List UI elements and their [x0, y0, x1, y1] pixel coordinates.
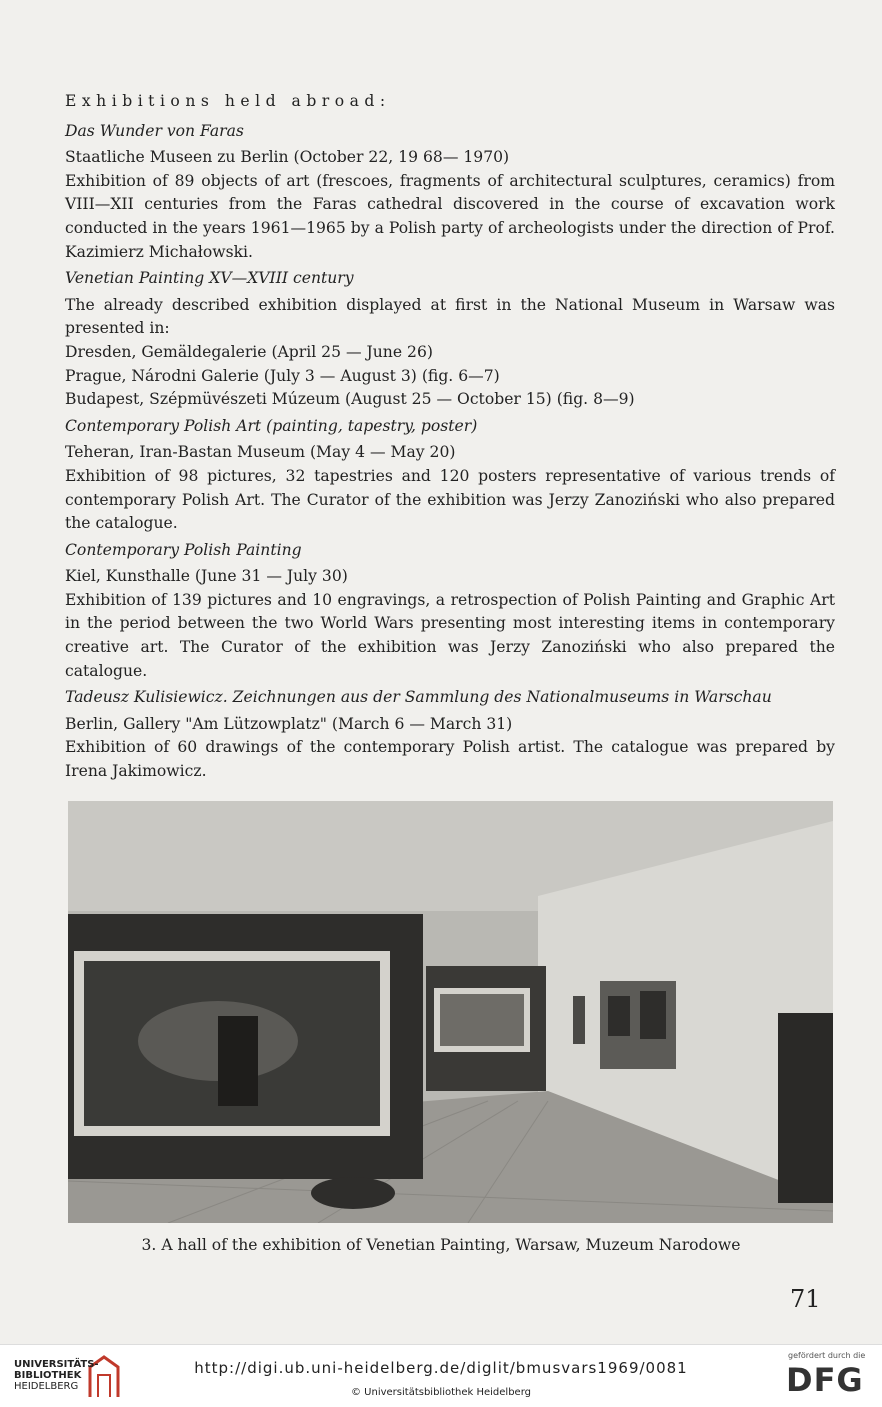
library-name-line: UNIVERSITÄTS- [14, 1359, 99, 1370]
sponsor-label: gefördert durch die [788, 1351, 866, 1360]
exhibition-title-venetian: Venetian Painting XV—XVIII century [65, 269, 354, 288]
exhibition-description: Exhibition of 98 pictures, 32 tapestries and 120 posters representative of various trends of contemporary Polish Art. The Curator of the exhibition was Jerzy Zanoziński who also prepared the catalogue. [65, 466, 835, 533]
exhibition-venue: Staatliche Museen zu Berlin (October 22, 19 68— 1970) [65, 148, 510, 167]
library-name-line: BIBLIOTHEK [14, 1370, 82, 1381]
copyright-notice: © Universitätsbibliothek Heidelberg [350, 1387, 531, 1398]
exhibition-hall-photo [68, 801, 833, 1223]
digitization-footer [0, 1344, 882, 1407]
gallery-photo-illustration [68, 801, 833, 1223]
exhibition-description: Exhibition of 89 objects of art (frescoes, fragments of architectural sculptures, ceramics) from VIII—XII centuries from the Faras cathedral discovered in the course of excavation work conducted in the years 1961—1965 by a Polish party of archeologists under the direction of Prof. Kazimierz Michałowski. [65, 171, 835, 261]
exhibition-title-faras: Das Wunder von Faras [65, 121, 244, 140]
exhibition-description: The already described exhibition displayed at first in the National Museum in Warsaw was presented in: [65, 295, 835, 338]
exhibition-venue: Budapest, Szépmüvészeti Múzeum (August 25 — October 15) (fig. 8—9) [65, 390, 635, 409]
exhibition-venue: Kiel, Kunsthalle (June 31 — July 30) [65, 567, 348, 586]
exhibition-venue: Berlin, Gallery "Am Lützowplatz" (March 6 — March 31) [65, 714, 513, 733]
section-heading: Exhibitions held abroad: [65, 92, 391, 110]
exhibition-venue: Prague, Národni Galerie (July 3 — August 3) (fig. 6—7) [65, 366, 500, 385]
page-text [65, 90, 835, 784]
exhibition-title-polish-painting: Contemporary Polish Painting [65, 540, 302, 559]
figure-caption: 3. A hall of the exhibition of Venetian Painting, Warsaw, Muzeum Narodowe [141, 1236, 741, 1254]
exhibition-title-polish-art: Contemporary Polish Art (painting, tapestry, poster) [65, 416, 478, 435]
exhibition-venue: Teheran, Iran-Bastan Museum (May 4 — May 20) [65, 443, 456, 462]
library-name-line: HEIDELBERG [14, 1381, 79, 1392]
dfg-logo: DFG [786, 1361, 864, 1399]
exhibition-description: Exhibition of 60 drawings of the contemporary Polish artist. The catalogue was prepared by Irena Jakimowicz. [65, 738, 835, 781]
permalink-url[interactable]: http://digi.ub.uni-heidelberg.de/diglit/bmusvars1969/0081 [194, 1359, 688, 1377]
page-number: 71 [790, 1285, 821, 1313]
exhibition-venue: Dresden, Gemäldegalerie (April 25 — June 26) [65, 342, 433, 361]
exhibition-title-kulisiewicz: Tadeusz Kulisiewicz. Zeichnungen aus der Sammlung des Nationalmuseums in Warschau [65, 688, 772, 707]
exhibition-description: Exhibition of 139 pictures and 10 engravings, a retrospection of Polish Painting and Graphic Art in the period between the two World Wars presenting most interesting items in contemporary creative art. The Curator of the exhibition was Jerzy Zanoziński who also prepared the catalogue. [65, 590, 835, 680]
